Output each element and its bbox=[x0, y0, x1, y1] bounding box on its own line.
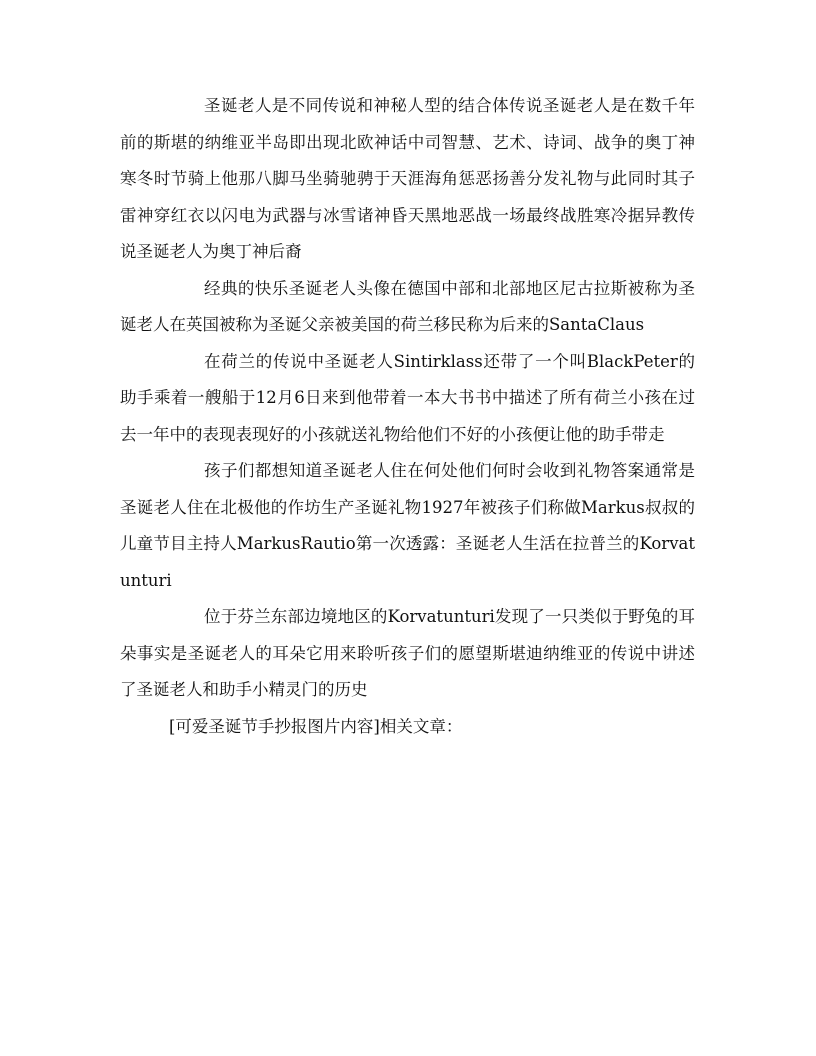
paragraph-5: 位于芬兰东部边境地区的Korvatunturi发现了一只类似于野兔的耳朵事实是圣诞老人的耳朵它用来聆听孩子们的愿望斯堪迪纳维亚的传说中讲述了圣诞老人和助手小精灵门的历史 bbox=[120, 607, 695, 699]
paragraph-1: 圣诞老人是不同传说和神秘人型的结合体传说圣诞老人是在数千年前的斯堪的纳维亚半岛即出现北欧神话中司智慧、艺术、诗词、战争的奥丁神寒冬时节骑上他那八脚马坐骑驰骋于天涯海角惩恶扬善分发礼物与此同时其子雷神穿红衣以闪电为武器与冰雪诸神昏天黑地恶战一场最终战胜寒冷据异教传说圣诞老人为奥丁神后裔 bbox=[120, 96, 695, 261]
paragraph-4: 孩子们都想知道圣诞老人住在何处他们何时会收到礼物答案通常是圣诞老人住在北极他的作坊生产圣诞礼物1927年被孩子们称做Markus叔叔的儿童节目主持人MarkusRautio第一次透露：圣诞老人生活在拉普兰的Korvatunturi bbox=[120, 461, 695, 590]
paragraph-2: 经典的快乐圣诞老人头像在德国中部和北部地区尼古拉斯被称为圣诞老人在英国被称为圣诞父亲被美国的荷兰移民称为后来的SantaClaus bbox=[120, 278, 695, 334]
document-body bbox=[120, 88, 695, 745]
paragraph-3: 在荷兰的传说中圣诞老人Sintirklass还带了一个叫BlackPeter的助手乘着一艘船于12月6日来到他带着一本大书书中描述了所有荷兰小孩在过去一年中的表现表现好的小孩就送礼物给他们不好的小孩便让他的助手带走 bbox=[120, 351, 695, 444]
related-articles-label: [可爱圣诞节手抄报图片内容]相关文章： bbox=[169, 716, 463, 736]
